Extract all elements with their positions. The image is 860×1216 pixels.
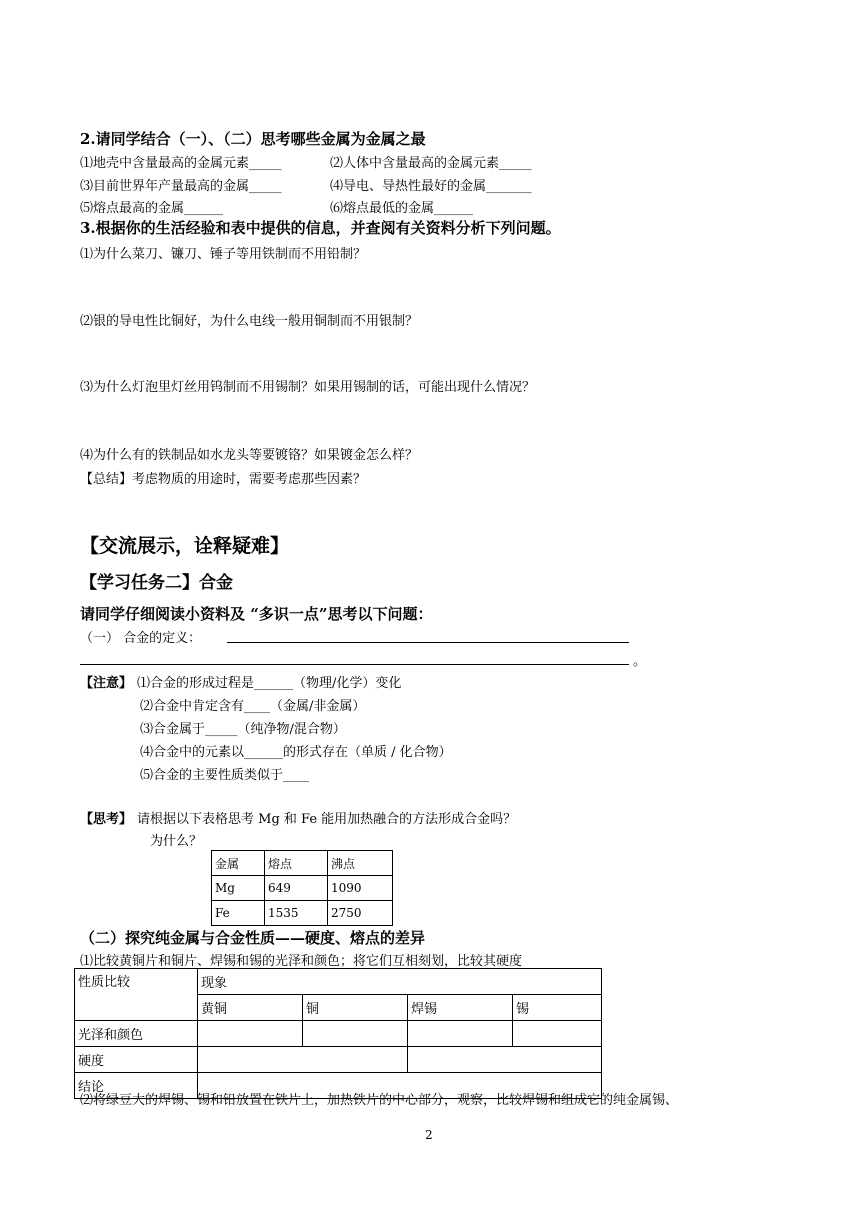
definition-blank-1 bbox=[227, 642, 629, 643]
section-3-title: 3.根据你的生活经验和表中提供的信息，并查阅有关资料分析下列问题。 bbox=[80, 219, 561, 237]
note-2: ⑵合金中肯定含有____（金属/非金属） bbox=[140, 699, 366, 714]
question-2: ⑵银的导电性比铜好，为什么电线一般用铜制而不用银制？ bbox=[80, 314, 419, 329]
solder-header: 焊锡 bbox=[408, 995, 513, 1021]
note-label: 【注意】 bbox=[80, 676, 133, 691]
question-4: ⑷为什么有的铁制品如水龙头等要镀铬？如果镀金怎么样？ bbox=[80, 448, 419, 463]
empty-cell bbox=[513, 1021, 602, 1047]
exchange-heading: 【交流展示，诠释疑难】 bbox=[80, 535, 290, 557]
note-5: ⑸合金的主要性质类似于____ bbox=[140, 768, 310, 783]
section-b-title: （二）探究纯金属与合金性质——硬度、熔点的差异 bbox=[80, 929, 426, 947]
metal-cell: Fe bbox=[212, 901, 265, 926]
item-3: ⑶目前世界年产量最高的金属_____ bbox=[80, 179, 282, 194]
empty-cell bbox=[198, 1047, 408, 1073]
row-label-hardness: 硬度 bbox=[75, 1047, 198, 1073]
empty-cell bbox=[303, 1021, 408, 1047]
task2-intro: 请同学仔细阅读小资料及 “多识一点”思考以下问题： bbox=[80, 605, 433, 623]
page-number: 2 bbox=[425, 1128, 433, 1142]
note-1: ⑴合金的形成过程是______（物理/化学）变化 bbox=[137, 676, 402, 691]
metal-table bbox=[211, 850, 393, 926]
row-label-conclusion: 结论 bbox=[75, 1073, 198, 1099]
definition-blank-2 bbox=[80, 664, 629, 665]
empty-cell bbox=[408, 1047, 602, 1073]
definition-period: 。 bbox=[633, 654, 647, 669]
step-1: ⑴比较黄铜片和铜片、焊锡和锡的光泽和颜色；将它们互相刻划，比较其硬度 bbox=[80, 954, 523, 969]
question-3: ⑶为什么灯泡里灯丝用钨制而不用锡制？如果用锡制的话，可能出现什么情况？ bbox=[80, 380, 536, 395]
brass-header: 黄铜 bbox=[198, 995, 303, 1021]
note-4: ⑷合金中的元素以______的形式存在（单质 / 化合物） bbox=[140, 745, 452, 760]
think-why: 为什么？ bbox=[150, 834, 203, 849]
melting-cell: 1535 bbox=[265, 901, 328, 926]
property-table bbox=[74, 968, 602, 1099]
item-5: ⑸熔点最高的金属______ bbox=[80, 201, 224, 216]
empty-cell bbox=[198, 1021, 303, 1047]
item-2: ⑵人体中含量最高的金属元素_____ bbox=[330, 156, 532, 171]
think-label: 【思考】 bbox=[80, 812, 133, 827]
item-6: ⑹熔点最低的金属______ bbox=[330, 201, 474, 216]
copper-header: 铜 bbox=[303, 995, 408, 1021]
item-1: ⑴地壳中含量最高的金属元素_____ bbox=[80, 156, 282, 171]
summary: 【总结】考虑物质的用途时，需要考虑那些因素？ bbox=[80, 472, 367, 487]
metal-header: 金属 bbox=[212, 851, 265, 876]
phenomenon-header: 现象 bbox=[198, 969, 602, 995]
melting-header: 熔点 bbox=[265, 851, 328, 876]
item-4: ⑷导电、导热性最好的金属_______ bbox=[330, 179, 532, 194]
step-2: ⑵将绿豆大的焊锡、锡和铅放置在铁片上，加热铁片的中心部分，观察，比较焊锡和组成它的纯金属锡、 bbox=[80, 1093, 679, 1108]
task2-title: 【学习任务二】合金 bbox=[80, 573, 233, 593]
melting-cell: 649 bbox=[265, 876, 328, 901]
section-2-title: 2.请同学结合（一）、（二）思考哪些金属为金属之最 bbox=[80, 130, 426, 148]
question-1: ⑴为什么菜刀、镰刀、锤子等用铁制而不用铅制？ bbox=[80, 247, 367, 262]
boiling-header: 沸点 bbox=[328, 851, 393, 876]
definition-label: （一） 合金的定义： bbox=[80, 631, 202, 646]
boiling-cell: 2750 bbox=[328, 901, 393, 926]
row-label-luster: 光泽和颜色 bbox=[75, 1021, 198, 1047]
empty-cell bbox=[408, 1021, 513, 1047]
think-text: 请根据以下表格思考 Mg 和 Fe 能用加热融合的方法形成合金吗？ bbox=[137, 812, 517, 827]
tin-header: 锡 bbox=[513, 995, 602, 1021]
metal-cell: Mg bbox=[212, 876, 265, 901]
boiling-cell: 1090 bbox=[328, 876, 393, 901]
note-3: ⑶合金属于_____（纯净物/混合物） bbox=[140, 722, 346, 737]
property-header: 性质比较 bbox=[75, 969, 198, 1021]
